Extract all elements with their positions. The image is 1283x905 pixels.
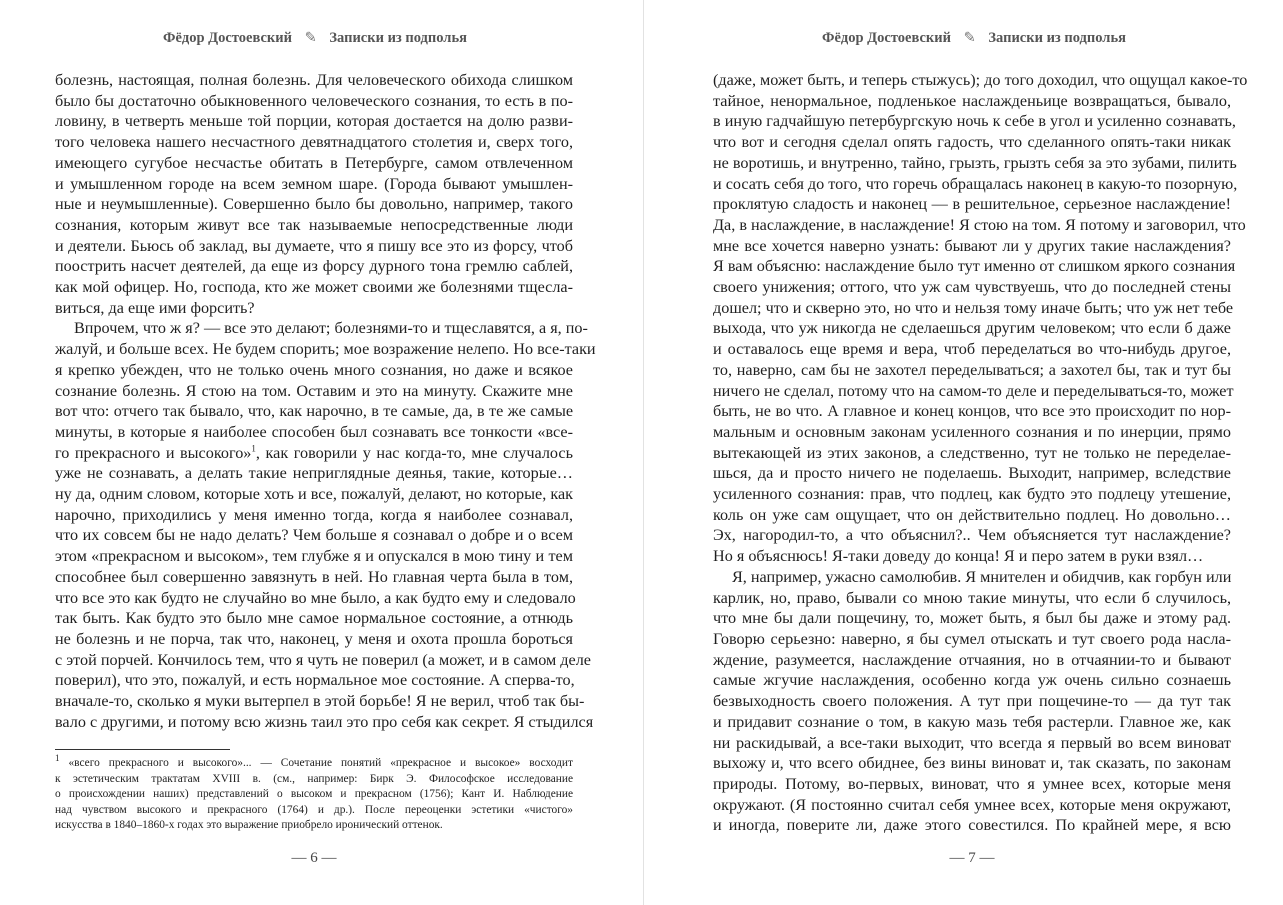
footnote-divider: [55, 749, 230, 750]
text-line: я крепко убежден, что не только очень много сознания, но даже и всякое: [55, 360, 573, 379]
text-line: сознание болезнь. Я стою на том. Оставим и это на минуту. Скажите мне: [55, 381, 573, 400]
text-line: болезнь, настоящая, полная болезнь. Для человеческого обихода слишком: [55, 71, 573, 89]
footnote-line: искусства в 1840–1860-х годах это выражение приобрело иронический оттенок.: [55, 819, 443, 832]
text-line: Я вам объясню: наслаждение было тут именно от слишком яркого сознания: [713, 257, 1236, 276]
text-line: уже не сознавать, а делать такие неприглядные деянья, такие, которые…: [55, 464, 573, 483]
body-text: [713, 70, 1248, 836]
pen-icon: ✎: [304, 30, 317, 46]
text-line: что вот и сегодня сделал опять гадость, что сделанного опять-таки никак: [713, 133, 1231, 152]
text-line: ловину, в четверть меньше той порции, которая достается на долю разви-: [55, 112, 573, 131]
text-line: (даже, может быть, и теперь стыжусь); до того доходил, что ощущал какое-то: [713, 71, 1248, 89]
text-line: вначале-то, сколько я муки вытерпел в этой борьбе! Я не верил, чтоб так бы-: [55, 692, 585, 711]
running-header: [714, 30, 1234, 47]
text-line: безвыходность своего положения. А тут при пощечине-то — да тут так: [713, 692, 1231, 711]
text-line: Но я объяснюсь! Я-таки доведу до конца! Я и перо затем в руки взял…: [713, 547, 1204, 566]
footnote: [55, 753, 573, 834]
text-line: и деятели. Бьюсь об заклад, вы думаете, что я пишу все это из форсу, чтоб: [55, 236, 573, 255]
text-line: не воротишь, и внутренно, тайно, грызть, грызть себя за это зубами, пилить: [713, 153, 1237, 172]
text-line: с этой порчей. Кончилось тем, что я чуть не поверил (а может, и в самом деле: [55, 650, 591, 669]
text-line: ни раскидывай, а все-таки выходит, что всегда я первый во всем виноват: [713, 733, 1231, 752]
text-line: ждение, разумеется, наслаждение отчаяния, но в отчаянии-то и бывают: [713, 650, 1231, 669]
pen-icon: ✎: [963, 30, 976, 46]
text-line: и оставалось еще время и вера, чтоб переделаться во что-нибудь другое,: [713, 340, 1231, 359]
footnote-line: о происхождении наших) представлений о высоком и прекрасном (1756); Кант И. Наблюдение: [55, 788, 573, 801]
page-number: — 6 —: [291, 850, 337, 866]
footnote-line: над чувством высокого и прекрасного (1764) и др.). После переоценки эстетики «чистого»: [55, 803, 573, 816]
text-line: ничего не сделал, потому что на самом-то деле и переделываться-то, может: [713, 381, 1234, 400]
text-line: Впрочем, что ж я? — все это делают; болезнями-то и тщеславятся, а я, по-: [74, 319, 588, 338]
header-author: Фёдор Достоевский: [822, 30, 951, 46]
footnote-marker[interactable]: 1: [251, 443, 256, 454]
text-line: коль он уже сам ощущает, что он действительно подлец. Но довольно…: [713, 505, 1231, 524]
text-line: самые жгучие наслаждения, особенно когда уж очень сильно сознаешь: [713, 671, 1231, 690]
text-line: имеющего сугубое несчастье обитать в Петербурге, самом отвлеченном: [55, 153, 573, 172]
body-text: [55, 70, 596, 733]
text-line: вытекающей из этих законов, а следственно, тут не только не переделае-: [713, 443, 1231, 462]
text-line: Эх, нагородил-то, а что объяснил?.. Чем объясняется тут наслаждение?: [713, 526, 1231, 545]
footnote-number: 1: [55, 753, 60, 764]
right-page: [644, 0, 1283, 905]
text-line: и умышленном городе на всем земном шаре. (Города бывают умышлен-: [55, 174, 573, 193]
header-title: Записки из подполья: [329, 30, 467, 46]
text-line: Говорю серьезно: наверно, я бы сумел отыскать и тут своего рода насла-: [713, 629, 1231, 648]
text-line: поострить насчет деятелей, да еще из форсу дурного тона гремлю саблей,: [55, 257, 573, 276]
text-line: того человека нашего несчастного девятнадцатого столетия и, сверх того,: [55, 133, 573, 152]
text-fragment: го прекрасного и высокого»: [55, 443, 252, 462]
text-line: тайное, ненормальное, подленькое наслажденьице возвращаться, бывало,: [713, 91, 1231, 110]
text-line: так быть. Как будто это было мне самое нормальное состояние, а отнюдь: [55, 609, 573, 628]
text-line: жалуй, и больше всех. Не будем спорить; мое возражение нелепо. Но все-таки: [55, 340, 596, 359]
header-title: Записки из подполья: [988, 30, 1126, 46]
text-line: то, наверно, сам бы не захотел переделываться; а захотел бы, так и тут бы: [713, 360, 1231, 379]
text-line: быть, не во что. А главное и конец концов, что все это происходит по нор-: [713, 402, 1231, 421]
text-line: поверил), что это, пожалуй, и есть нормальное мое состояние. А сперва-то,: [55, 671, 575, 690]
running-header: [55, 30, 575, 47]
text-line: этом «прекрасном и высоком», тем глубже я и опускался в мою тину и тем: [55, 547, 573, 566]
text-line: что мне бы дали пощечину, то, может быть, я был бы даже и этому рад.: [713, 609, 1231, 628]
text-line: виться, да еще ими форсить?: [55, 298, 255, 317]
text-line: и иногда, поверите ли, даже этого совестился. По крайней мере, я всю: [713, 816, 1231, 835]
text-line: как мой офицер. Но, господа, кто же может своими же болезнями тщесла-: [55, 278, 573, 297]
text-line: Да, в наслаждение, в наслаждение! Я стою на том. Я потому и заговорил, что: [713, 215, 1246, 234]
text-line: мне все хочется наверно узнать: бывают ли у других такие наслаждения?: [713, 236, 1231, 255]
text-line: что все это как будто не случайно во мне было, а как будто ему и следовало: [55, 588, 576, 607]
text-line: минуты, в которые я наиболее способен был сознавать все тонкости «все-: [55, 422, 573, 441]
text-fragment: , как говорили у нас когда-то, мне случалось: [255, 443, 573, 462]
text-line: было бы достаточно обыкновенного человеческого сознания, то есть в по-: [55, 91, 573, 110]
text-line: природы. Потому, во-первых, виноват, что я умнее всех, которые меня: [713, 774, 1231, 793]
footnote-text: «всего прекрасного и высокого»... — Сочетание понятий «прекрасное и высокое» восходит: [68, 757, 573, 769]
text-line: в иную гадчайшую петербургскую ночь к себе в угол и усиленно сознавать,: [713, 112, 1236, 131]
text-line: и придавит сознание о том, в какую мазь тебя растерли. Главное же, как: [713, 712, 1231, 731]
footnote-line: к эстетическим трактатам XVIII в. (см., например: Бирк Э. Философское исследование: [55, 772, 573, 785]
text-line: выхода, что уж никогда не сделаешься другим человеком; что если б даже: [713, 319, 1231, 338]
page-number: — 7 —: [949, 850, 995, 866]
text-line: своего унижения; оттого, что уж сам чувствуешь, что до последней стены: [713, 278, 1231, 297]
text-line: шься, да и просто ничего не поделаешь. Выходит, например, вследствие: [713, 464, 1231, 483]
text-line: выхожу и, что всего обиднее, без вины виноват и, так сказать, по законам: [713, 754, 1231, 773]
text-line: карлик, но, право, бывали со мною такие минуты, что если б случилось,: [713, 588, 1231, 607]
text-line: что их совсем бы не надо делать? Чем больше я сознавал о добре и о всем: [55, 526, 573, 545]
text-line: нарочно, приходились у меня именно тогда, когда я наиболее сознавал,: [55, 505, 573, 524]
text-line: ну да, одним словом, которые хоть и все, пожалуй, делают, но которые, как: [55, 485, 573, 504]
text-line: Я, например, ужасно самолюбив. Я мнителен и обидчив, как горбун или: [732, 567, 1232, 586]
text-line: вало с другими, и потому всю жизнь таил это про себя как секрет. Я стыдился: [55, 712, 594, 731]
text-line: вот что: отчего так бывало, что, как нарочно, в те самые, да, в те же самые: [55, 402, 573, 421]
text-line: ные и неумышленные). Совершенно было бы довольно, например, такого: [55, 195, 573, 214]
footnote-line: [55, 753, 573, 772]
text-line: мальным и основным законам усиленного сознания и по инерции, прямо: [713, 422, 1231, 441]
header-author: Фёдор Достоевский: [163, 30, 292, 46]
text-line: и сосать себя до того, что горечь обращалась наконец в какую-то позорную,: [713, 174, 1238, 193]
text-line: способнее был совершенно завязнуть в ней. Но главная черта была в том,: [55, 567, 573, 586]
text-line: усиленного сознания: прав, что подлец, как будто это подлецу утешение,: [713, 485, 1231, 504]
text-line: дошел; что и скверно это, но что и нельзя тому иначе быть; что уж нет тебе: [713, 298, 1234, 317]
text-line: не болезнь и не порча, так что, наконец, у меня и охота прошла бороться: [55, 629, 573, 648]
text-line: окружают. (Я постоянно считал себя умнее всех, которые меня окружают,: [713, 795, 1231, 814]
text-line: проклятую сладость и наконец — в решительное, серьезное наслаждение!: [713, 195, 1231, 214]
text-line-with-footnote: [55, 443, 573, 464]
text-line: сознания, которым живут все так называемые непосредственные люди: [55, 215, 573, 234]
